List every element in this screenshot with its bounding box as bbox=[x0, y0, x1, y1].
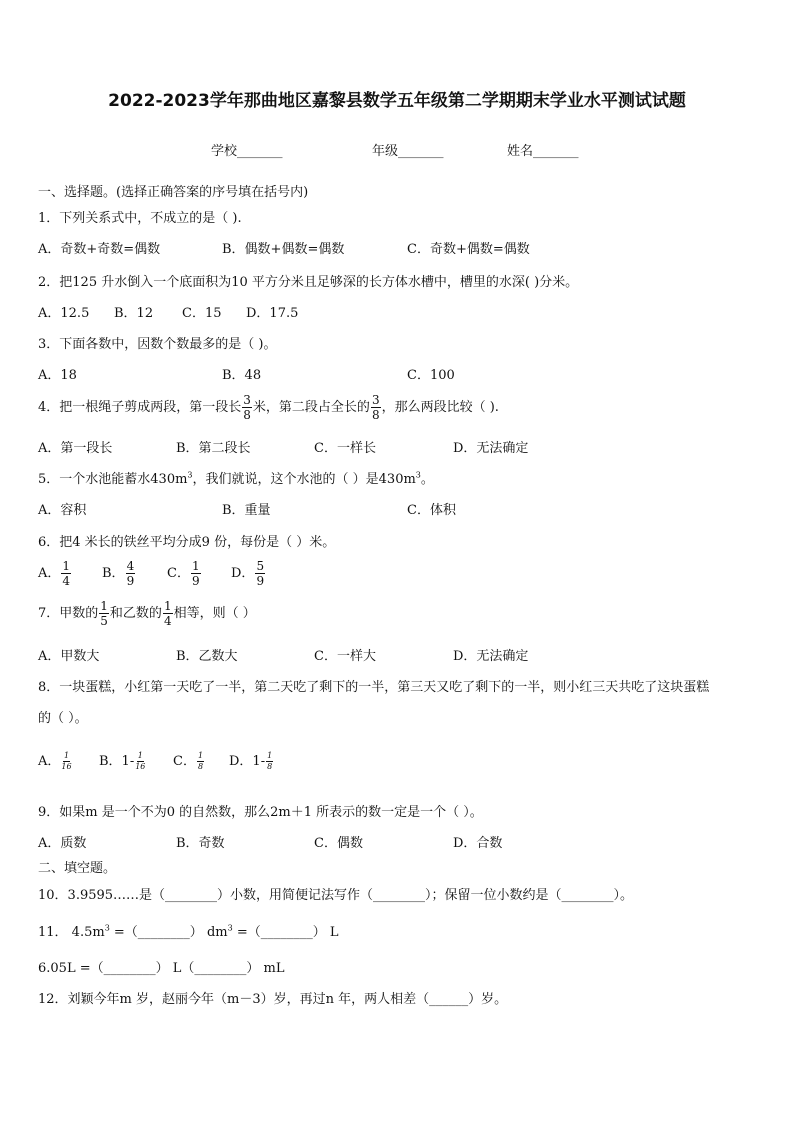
question-12: 12．刘颖今年m 岁，赵丽今年（m－3）岁，再过n 年，两人相差（______）岁。 bbox=[38, 992, 508, 1007]
q7-option-c: C．一样大 bbox=[314, 649, 376, 664]
q1-option-c: C．奇数+偶数=偶数 bbox=[407, 242, 530, 257]
section-choice-heading: 一、选择题。(选择正确答案的序号填在括号内) bbox=[38, 185, 309, 200]
page-title: 2022-2023学年那曲地区嘉黎县数学五年级第二学期期末学业水平测试试题 bbox=[108, 91, 686, 111]
q5-option-b: B．重量 bbox=[222, 503, 271, 518]
question-1-stem: 1．下列关系式中，不成立的是（ ). bbox=[38, 211, 242, 226]
q6-option-c-fraction: $\frac{1}{9}$ bbox=[191, 559, 200, 588]
q4-stem-part3: ，那么两段比较（ ). bbox=[381, 400, 499, 415]
q6-option-c: C． $\frac{1}{9}$ bbox=[167, 559, 200, 588]
q8-option-b-fraction: $\frac{1}{16}$ bbox=[135, 751, 146, 771]
question-8-stem-line2: 的（ ）。 bbox=[38, 711, 88, 726]
question-9-stem: 9．如果m 是一个不为0 的自然数，那么2m＋1 所表示的数一定是一个（ ）。 bbox=[38, 805, 483, 820]
q9-option-c: C．偶数 bbox=[314, 836, 363, 851]
q8-option-c: C． $\frac{1}{8}$ bbox=[173, 751, 204, 771]
q9-option-b: B．奇数 bbox=[176, 836, 225, 851]
question-4-stem bbox=[38, 394, 499, 421]
q5-exponent-1: 3 bbox=[187, 470, 193, 480]
q8-option-d: D．1- $\frac{1}{8}$ bbox=[229, 751, 273, 771]
question-8-stem-line1: 8．一块蛋糕，小红第一天吃了一半，第二天吃了剩下的一半，第三天又吃了剩下的一半，则小红三天共吃了这块蛋糕 bbox=[38, 680, 710, 695]
q2-option-c: C．15 bbox=[182, 306, 222, 321]
q4-option-c: C．一样长 bbox=[314, 441, 376, 456]
q3-option-c: C．100 bbox=[407, 368, 455, 383]
q5-exponent-2: 3 bbox=[415, 470, 421, 480]
q11-exponent-1: 3 bbox=[104, 923, 110, 933]
q8-option-d-fraction: $\frac{1}{8}$ bbox=[267, 751, 273, 771]
question-2-stem: 2．把125 升水倒入一个底面积为10 平方分米且足够深的长方体水槽中，槽里的水深( )分米。 bbox=[38, 275, 579, 290]
q6-option-b: B． $\frac{4}{9}$ bbox=[102, 559, 135, 588]
q5-stem-part1: 5．一个水池能蓄水430m bbox=[38, 472, 188, 487]
q3-option-b: B．48 bbox=[222, 368, 262, 383]
q5-stem-part2: ，我们就说，这个水池的（ ）是430m bbox=[192, 472, 416, 487]
q4-stem-part2: 米，第二段占全长的 bbox=[252, 400, 370, 415]
q5-option-c: C．体积 bbox=[407, 503, 456, 518]
q4-fraction-1: $\frac{3}{8}$ bbox=[243, 393, 251, 422]
q9-option-d: D．合数 bbox=[453, 836, 503, 851]
q5-stem-part3: 。 bbox=[420, 472, 434, 487]
school-field: 学校_______ bbox=[211, 144, 283, 159]
q2-option-d: D．17.5 bbox=[246, 306, 299, 321]
q4-option-b: B．第二段长 bbox=[176, 441, 251, 456]
q6-option-a: A． $\frac{1}{4}$ bbox=[38, 559, 71, 588]
q7-option-a: A．甲数大 bbox=[38, 649, 100, 664]
q1-option-a: A．奇数+奇数=偶数 bbox=[38, 242, 161, 257]
q2-option-a: A．12.5 bbox=[38, 306, 90, 321]
q6-option-b-fraction: $\frac{4}{9}$ bbox=[126, 559, 135, 588]
q8-option-c-fraction: $\frac{1}{8}$ bbox=[197, 751, 204, 771]
question-11-line1: 11． $4.5m^3$ =（________） $dm^3$ =（________） L bbox=[38, 923, 339, 940]
q5-option-a: A．容积 bbox=[38, 503, 87, 518]
q7-fraction-2: $\frac{1}{4}$ bbox=[163, 599, 172, 628]
q7-fraction-1: $\frac{1}{5}$ bbox=[100, 599, 108, 628]
q11-exponent-2: 3 bbox=[227, 923, 233, 933]
q4-fraction-2: $\frac{3}{8}$ bbox=[371, 393, 380, 422]
name-field: 姓名_______ bbox=[507, 144, 579, 159]
section-fill-heading: 二、填空题。 bbox=[38, 861, 117, 876]
question-6-stem: 6．把4 米长的铁丝平均分成9 份，每份是（ ）米。 bbox=[38, 535, 336, 550]
question-3-stem: 3．下面各数中，因数个数最多的是（ )。 bbox=[38, 337, 277, 352]
q4-option-a: A．第一段长 bbox=[38, 441, 113, 456]
q4-stem-part1: 4．把一根绳子剪成两段，第一段长 bbox=[38, 400, 242, 415]
q6-option-a-fraction: $\frac{1}{4}$ bbox=[62, 559, 71, 588]
grade-field: 年级_______ bbox=[372, 144, 444, 159]
question-10: 10．3.9595……是（________）小数，用简便记法写作（________）；保留一位小数约是（________）。 bbox=[38, 888, 634, 903]
q6-option-d: D． $\frac{5}{9}$ bbox=[231, 559, 265, 588]
q2-option-b: B．12 bbox=[114, 306, 154, 321]
q4-option-d: D．无法确定 bbox=[453, 441, 529, 456]
question-5-stem bbox=[38, 468, 434, 487]
question-11-line2: 6.05L =（________） L（________） mL bbox=[38, 961, 285, 976]
q8-option-b: B．1- $\frac{1}{16}$ bbox=[99, 751, 146, 771]
q8-option-a-fraction: $\frac{1}{16}$ bbox=[61, 751, 72, 771]
q1-option-b: B．偶数+偶数=偶数 bbox=[222, 242, 345, 257]
question-7-stem: 7．甲数的 $\frac{1}{5}$ 和乙数的 $\frac{1}{4}$ 相等，则（ ） bbox=[38, 599, 256, 628]
q6-option-d-fraction: $\frac{5}{9}$ bbox=[256, 559, 265, 588]
q8-option-a: A． $\frac{1}{16}$ bbox=[38, 751, 72, 771]
q3-option-a: A．18 bbox=[38, 368, 77, 383]
q7-option-b: B．乙数大 bbox=[176, 649, 238, 664]
q9-option-a: A．质数 bbox=[38, 836, 87, 851]
q7-option-d: D．无法确定 bbox=[453, 649, 529, 664]
